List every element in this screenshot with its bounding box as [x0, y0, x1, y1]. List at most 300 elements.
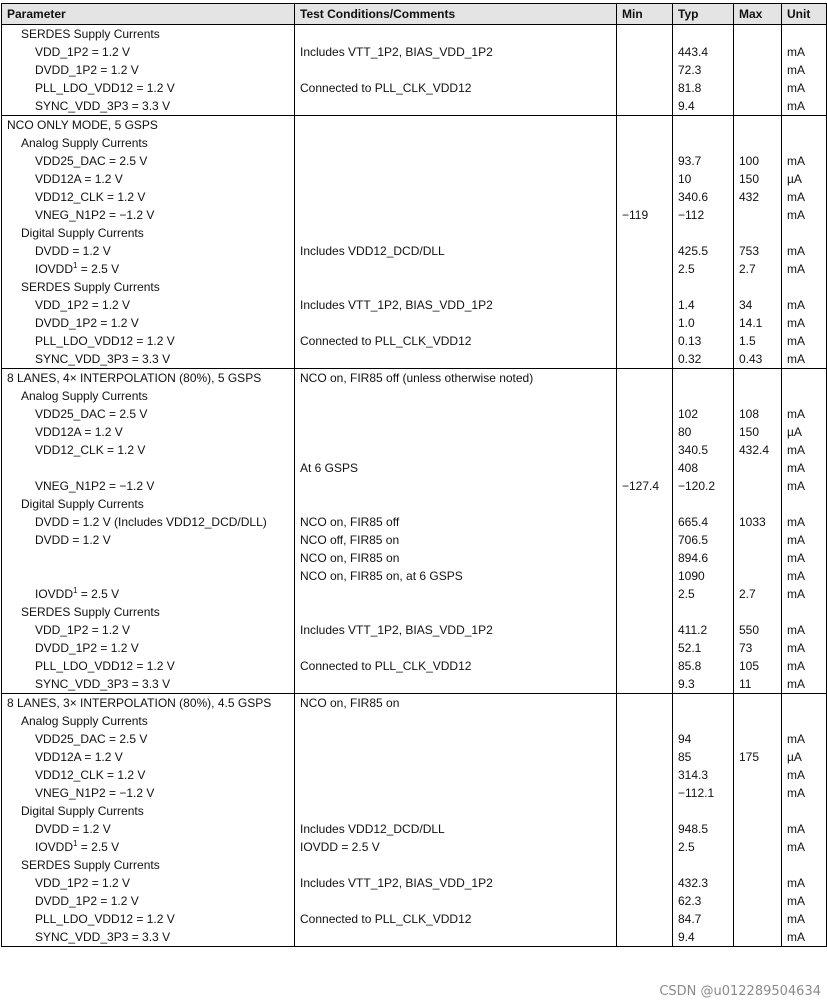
cell-typ — [673, 694, 734, 713]
cell-unit: mA — [782, 97, 827, 116]
cell-max — [734, 477, 782, 495]
cell-unit: mA — [782, 350, 827, 369]
cell-parameter: DVDD_1P2 = 1.2 V — [2, 314, 295, 332]
cell-parameter: PLL_LDO_VDD12 = 1.2 V — [2, 657, 295, 675]
cell-unit — [782, 694, 827, 713]
cell-unit: mA — [782, 549, 827, 567]
cell-min — [617, 531, 673, 549]
cell-parameter: VNEG_N1P2 = −1.2 V — [2, 784, 295, 802]
cell-min — [617, 387, 673, 405]
cell-max: 11 — [734, 675, 782, 694]
cell-parameter: VDD12A = 1.2 V — [2, 423, 295, 441]
cell-parameter: VDD_1P2 = 1.2 V — [2, 874, 295, 892]
cell-min — [617, 549, 673, 567]
table-row — [2, 820, 827, 838]
cell-max: 550 — [734, 621, 782, 639]
cell-max — [734, 134, 782, 152]
cell-min — [617, 603, 673, 621]
cell-unit — [782, 278, 827, 296]
cell-typ — [673, 712, 734, 730]
cell-conditions — [295, 387, 617, 405]
cell-min — [617, 350, 673, 369]
cell-unit: mA — [782, 784, 827, 802]
cell-min — [617, 928, 673, 947]
col-header-typ: Typ — [673, 4, 734, 25]
cell-min — [617, 224, 673, 242]
cell-typ: 94 — [673, 730, 734, 748]
cell-min — [617, 459, 673, 477]
cell-parameter: DVDD_1P2 = 1.2 V — [2, 61, 295, 79]
spec-table-body — [2, 25, 827, 947]
cell-unit — [782, 134, 827, 152]
table-row — [2, 134, 827, 152]
cell-unit — [782, 369, 827, 388]
cell-typ: 72.3 — [673, 61, 734, 79]
cell-unit: mA — [782, 838, 827, 856]
table-row — [2, 260, 827, 278]
cell-max — [734, 531, 782, 549]
cell-conditions — [295, 477, 617, 495]
cell-parameter — [2, 567, 295, 585]
cell-unit: mA — [782, 675, 827, 694]
cell-max — [734, 820, 782, 838]
col-header-test-conditions: Test Conditions/Comments — [295, 4, 617, 25]
cell-conditions — [295, 314, 617, 332]
cell-parameter: PLL_LDO_VDD12 = 1.2 V — [2, 910, 295, 928]
cell-max — [734, 784, 782, 802]
cell-conditions: NCO on, FIR85 on — [295, 694, 617, 713]
table-row — [2, 874, 827, 892]
cell-min — [617, 748, 673, 766]
spec-table — [1, 3, 827, 947]
cell-parameter: VDD25_DAC = 2.5 V — [2, 730, 295, 748]
cell-min — [617, 116, 673, 135]
cell-typ: 894.6 — [673, 549, 734, 567]
cell-max: 150 — [734, 170, 782, 188]
cell-conditions — [295, 61, 617, 79]
cell-conditions — [295, 152, 617, 170]
cell-max: 1.5 — [734, 332, 782, 350]
cell-parameter: VNEG_N1P2 = −1.2 V — [2, 477, 295, 495]
table-row — [2, 712, 827, 730]
table-row — [2, 459, 827, 477]
cell-max — [734, 567, 782, 585]
cell-max: 432 — [734, 188, 782, 206]
cell-unit: mA — [782, 874, 827, 892]
cell-conditions: Includes VDD12_DCD/DLL — [295, 820, 617, 838]
cell-min — [617, 784, 673, 802]
cell-typ: 1.4 — [673, 296, 734, 314]
cell-conditions — [295, 206, 617, 224]
cell-typ: 411.2 — [673, 621, 734, 639]
table-row — [2, 531, 827, 549]
table-row — [2, 585, 827, 603]
cell-min — [617, 838, 673, 856]
cell-unit: mA — [782, 820, 827, 838]
table-row — [2, 549, 827, 567]
cell-conditions: NCO on, FIR85 off — [295, 513, 617, 531]
cell-parameter: VDD25_DAC = 2.5 V — [2, 405, 295, 423]
cell-typ: 0.13 — [673, 332, 734, 350]
cell-parameter: Digital Supply Currents — [2, 224, 295, 242]
table-row — [2, 567, 827, 585]
table-row — [2, 188, 827, 206]
cell-max — [734, 459, 782, 477]
cell-parameter — [2, 549, 295, 567]
cell-max — [734, 387, 782, 405]
cell-unit: mA — [782, 441, 827, 459]
cell-min — [617, 188, 673, 206]
cell-parameter: SERDES Supply Currents — [2, 25, 295, 44]
cell-conditions — [295, 25, 617, 44]
cell-typ: 2.5 — [673, 585, 734, 603]
cell-conditions: Includes VTT_1P2, BIAS_VDD_1P2 — [295, 43, 617, 61]
cell-conditions: Connected to PLL_CLK_VDD12 — [295, 332, 617, 350]
cell-conditions — [295, 170, 617, 188]
cell-conditions — [295, 134, 617, 152]
cell-parameter: SYNC_VDD_3P3 = 3.3 V — [2, 675, 295, 694]
cell-unit: µA — [782, 423, 827, 441]
cell-conditions — [295, 892, 617, 910]
cell-unit — [782, 802, 827, 820]
table-row — [2, 730, 827, 748]
table-row — [2, 621, 827, 639]
cell-parameter: Digital Supply Currents — [2, 802, 295, 820]
cell-typ: 665.4 — [673, 513, 734, 531]
table-row — [2, 441, 827, 459]
table-row — [2, 405, 827, 423]
table-row — [2, 694, 827, 713]
cell-typ — [673, 369, 734, 388]
cell-max — [734, 766, 782, 784]
cell-max — [734, 61, 782, 79]
cell-conditions — [295, 188, 617, 206]
cell-min — [617, 278, 673, 296]
col-header-max: Max — [734, 4, 782, 25]
cell-max: 105 — [734, 657, 782, 675]
cell-parameter: SYNC_VDD_3P3 = 3.3 V — [2, 97, 295, 116]
cell-max — [734, 856, 782, 874]
cell-typ: 2.5 — [673, 260, 734, 278]
table-row — [2, 116, 827, 135]
cell-min — [617, 766, 673, 784]
table-row — [2, 97, 827, 116]
cell-unit: mA — [782, 657, 827, 675]
cell-max — [734, 928, 782, 947]
cell-typ: 80 — [673, 423, 734, 441]
cell-parameter — [2, 459, 295, 477]
cell-max — [734, 116, 782, 135]
cell-typ — [673, 25, 734, 44]
cell-min — [617, 910, 673, 928]
cell-typ — [673, 224, 734, 242]
cell-parameter: SYNC_VDD_3P3 = 3.3 V — [2, 928, 295, 947]
cell-conditions: NCO on, FIR85 off (unless otherwise noted) — [295, 369, 617, 388]
cell-max — [734, 694, 782, 713]
table-row — [2, 25, 827, 44]
cell-max: 753 — [734, 242, 782, 260]
cell-typ: 93.7 — [673, 152, 734, 170]
cell-conditions — [295, 748, 617, 766]
cell-max — [734, 25, 782, 44]
cell-conditions — [295, 585, 617, 603]
cell-parameter: Analog Supply Currents — [2, 134, 295, 152]
cell-typ — [673, 495, 734, 513]
cell-min — [617, 260, 673, 278]
table-row — [2, 206, 827, 224]
cell-parameter: VDD_1P2 = 1.2 V — [2, 43, 295, 61]
cell-unit: mA — [782, 79, 827, 97]
cell-unit: mA — [782, 152, 827, 170]
cell-conditions — [295, 97, 617, 116]
cell-parameter: $IOVDD^1 = 2.5$ V — [2, 260, 295, 278]
cell-conditions: IOVDD = 2.5 V — [295, 838, 617, 856]
cell-parameter: SERDES Supply Currents — [2, 278, 295, 296]
cell-min — [617, 730, 673, 748]
cell-conditions — [295, 766, 617, 784]
cell-unit: mA — [782, 405, 827, 423]
cell-parameter: $IOVDD^1 = 2.5$ V — [2, 585, 295, 603]
cell-unit: mA — [782, 260, 827, 278]
cell-unit: mA — [782, 621, 827, 639]
table-row — [2, 910, 827, 928]
cell-max — [734, 838, 782, 856]
cell-conditions: NCO on, FIR85 on, at 6 GSPS — [295, 567, 617, 585]
cell-typ — [673, 134, 734, 152]
cell-unit — [782, 712, 827, 730]
table-row — [2, 495, 827, 513]
cell-min — [617, 567, 673, 585]
cell-parameter: VDD12_CLK = 1.2 V — [2, 441, 295, 459]
cell-unit: mA — [782, 513, 827, 531]
table-row — [2, 748, 827, 766]
table-row — [2, 79, 827, 97]
cell-max: 73 — [734, 639, 782, 657]
cell-max: 34 — [734, 296, 782, 314]
cell-parameter: DVDD = 1.2 V — [2, 820, 295, 838]
cell-max — [734, 43, 782, 61]
cell-unit: mA — [782, 332, 827, 350]
table-row — [2, 332, 827, 350]
cell-conditions — [295, 423, 617, 441]
cell-max: 100 — [734, 152, 782, 170]
cell-parameter: VDD12_CLK = 1.2 V — [2, 766, 295, 784]
cell-unit: mA — [782, 242, 827, 260]
cell-unit: µA — [782, 748, 827, 766]
table-row — [2, 224, 827, 242]
cell-min — [617, 79, 673, 97]
cell-conditions — [295, 802, 617, 820]
cell-unit — [782, 224, 827, 242]
cell-typ: 2.5 — [673, 838, 734, 856]
cell-max: 150 — [734, 423, 782, 441]
cell-unit: mA — [782, 43, 827, 61]
cell-unit: mA — [782, 585, 827, 603]
cell-parameter: Analog Supply Currents — [2, 712, 295, 730]
cell-conditions — [295, 405, 617, 423]
table-row — [2, 61, 827, 79]
cell-parameter: NCO ONLY MODE, 5 GSPS — [2, 116, 295, 135]
cell-parameter: DVDD = 1.2 V — [2, 242, 295, 260]
cell-parameter: VDD25_DAC = 2.5 V — [2, 152, 295, 170]
cell-typ: −112 — [673, 206, 734, 224]
cell-typ: 81.8 — [673, 79, 734, 97]
cell-unit: mA — [782, 206, 827, 224]
cell-min — [617, 314, 673, 332]
cell-parameter: Analog Supply Currents — [2, 387, 295, 405]
cell-conditions: Includes VDD12_DCD/DLL — [295, 242, 617, 260]
cell-typ: 408 — [673, 459, 734, 477]
table-row — [2, 892, 827, 910]
cell-parameter: 8 LANES, 3× INTERPOLATION (80%), 4.5 GSPS — [2, 694, 295, 713]
cell-typ — [673, 387, 734, 405]
table-row — [2, 369, 827, 388]
cell-parameter: VDD_1P2 = 1.2 V — [2, 621, 295, 639]
table-row — [2, 314, 827, 332]
cell-min — [617, 802, 673, 820]
cell-min — [617, 25, 673, 44]
cell-min — [617, 712, 673, 730]
cell-unit: mA — [782, 314, 827, 332]
cell-conditions — [295, 712, 617, 730]
cell-unit — [782, 856, 827, 874]
cell-conditions: Includes VTT_1P2, BIAS_VDD_1P2 — [295, 874, 617, 892]
cell-unit — [782, 25, 827, 44]
cell-min — [617, 152, 673, 170]
cell-conditions: Connected to PLL_CLK_VDD12 — [295, 910, 617, 928]
cell-parameter: $IOVDD^1 = 2.5$ V — [2, 838, 295, 856]
cell-unit: mA — [782, 730, 827, 748]
cell-typ: 706.5 — [673, 531, 734, 549]
cell-unit: mA — [782, 61, 827, 79]
cell-unit: mA — [782, 892, 827, 910]
cell-unit: mA — [782, 910, 827, 928]
cell-max: 2.7 — [734, 260, 782, 278]
cell-max — [734, 224, 782, 242]
cell-typ: 948.5 — [673, 820, 734, 838]
cell-max — [734, 910, 782, 928]
cell-typ: 443.4 — [673, 43, 734, 61]
cell-min — [617, 296, 673, 314]
cell-max — [734, 369, 782, 388]
cell-typ: 10 — [673, 170, 734, 188]
cell-min — [617, 405, 673, 423]
cell-min — [617, 332, 673, 350]
cell-min — [617, 61, 673, 79]
table-row — [2, 784, 827, 802]
cell-parameter: VDD12A = 1.2 V — [2, 748, 295, 766]
cell-conditions: Includes VTT_1P2, BIAS_VDD_1P2 — [295, 296, 617, 314]
cell-max: 14.1 — [734, 314, 782, 332]
cell-conditions — [295, 116, 617, 135]
col-header-parameter: Parameter — [2, 4, 295, 25]
cell-typ: 9.4 — [673, 928, 734, 947]
cell-parameter: SERDES Supply Currents — [2, 603, 295, 621]
cell-conditions: NCO on, FIR85 on — [295, 549, 617, 567]
cell-max: 2.7 — [734, 585, 782, 603]
cell-parameter: VDD_1P2 = 1.2 V — [2, 296, 295, 314]
col-header-min: Min — [617, 4, 673, 25]
table-row — [2, 838, 827, 856]
cell-min: −127.4 — [617, 477, 673, 495]
cell-parameter: PLL_LDO_VDD12 = 1.2 V — [2, 332, 295, 350]
cell-typ: 85.8 — [673, 657, 734, 675]
cell-parameter: VDD12A = 1.2 V — [2, 170, 295, 188]
cell-conditions — [295, 784, 617, 802]
cell-min — [617, 621, 673, 639]
cell-typ: 432.3 — [673, 874, 734, 892]
cell-typ — [673, 278, 734, 296]
cell-conditions — [295, 603, 617, 621]
cell-conditions: Connected to PLL_CLK_VDD12 — [295, 657, 617, 675]
cell-min — [617, 856, 673, 874]
cell-min — [617, 585, 673, 603]
cell-typ: 9.4 — [673, 97, 734, 116]
cell-conditions: Includes VTT_1P2, BIAS_VDD_1P2 — [295, 621, 617, 639]
cell-typ — [673, 116, 734, 135]
table-row — [2, 603, 827, 621]
cell-typ: −112.1 — [673, 784, 734, 802]
cell-conditions — [295, 278, 617, 296]
cell-conditions — [295, 260, 617, 278]
cell-min — [617, 242, 673, 260]
table-row — [2, 296, 827, 314]
cell-min — [617, 495, 673, 513]
cell-max: 0.43 — [734, 350, 782, 369]
cell-max — [734, 206, 782, 224]
table-row — [2, 657, 827, 675]
cell-unit: mA — [782, 766, 827, 784]
table-row — [2, 639, 827, 657]
cell-max — [734, 79, 782, 97]
cell-typ: 340.5 — [673, 441, 734, 459]
cell-parameter: VNEG_N1P2 = −1.2 V — [2, 206, 295, 224]
cell-max — [734, 549, 782, 567]
cell-unit: mA — [782, 928, 827, 947]
cell-parameter: DVDD = 1.2 V (Includes VDD12_DCD/DLL) — [2, 513, 295, 531]
cell-conditions: NCO off, FIR85 on — [295, 531, 617, 549]
cell-conditions: At 6 GSPS — [295, 459, 617, 477]
cell-conditions — [295, 350, 617, 369]
cell-parameter: Digital Supply Currents — [2, 495, 295, 513]
cell-conditions — [295, 224, 617, 242]
cell-min — [617, 694, 673, 713]
cell-max: 175 — [734, 748, 782, 766]
cell-max: 1033 — [734, 513, 782, 531]
cell-unit: mA — [782, 531, 827, 549]
cell-max — [734, 874, 782, 892]
cell-typ: 52.1 — [673, 639, 734, 657]
cell-unit — [782, 116, 827, 135]
table-row — [2, 170, 827, 188]
cell-unit: mA — [782, 639, 827, 657]
cell-max — [734, 892, 782, 910]
cell-typ: 1.0 — [673, 314, 734, 332]
cell-min — [617, 892, 673, 910]
cell-max — [734, 712, 782, 730]
cell-parameter: SERDES Supply Currents — [2, 856, 295, 874]
cell-unit — [782, 603, 827, 621]
cell-typ — [673, 802, 734, 820]
cell-typ — [673, 603, 734, 621]
cell-typ: 62.3 — [673, 892, 734, 910]
cell-max — [734, 97, 782, 116]
cell-typ: 85 — [673, 748, 734, 766]
cell-min — [617, 97, 673, 116]
cell-conditions — [295, 928, 617, 947]
cell-conditions — [295, 856, 617, 874]
cell-typ: 9.3 — [673, 675, 734, 694]
